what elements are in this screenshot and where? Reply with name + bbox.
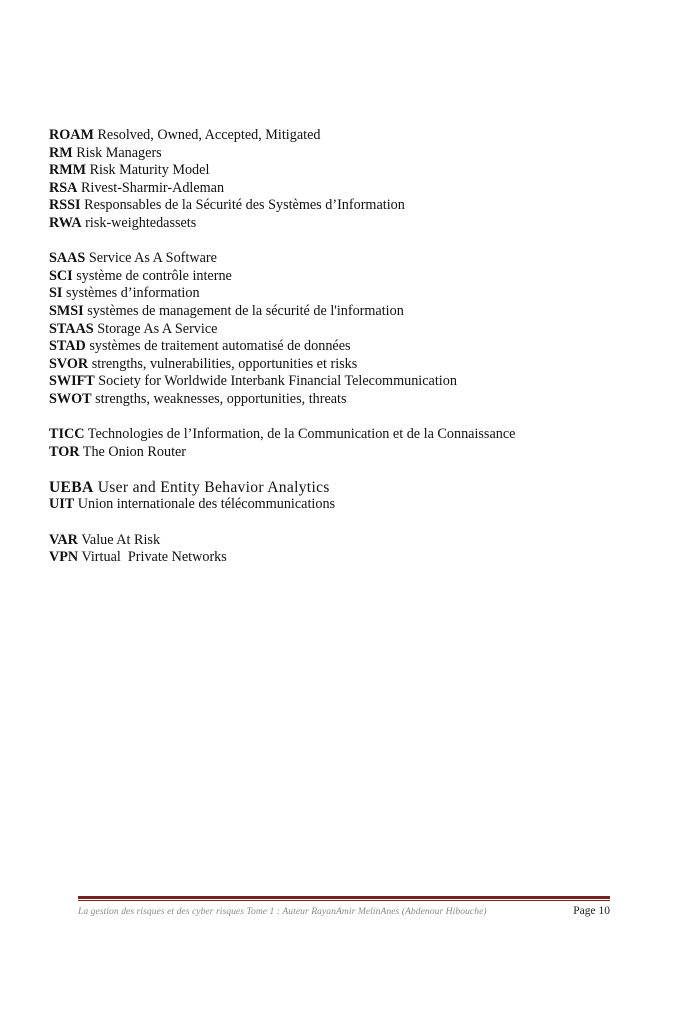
entry-definition: strengths, vulnerabilities, opportunities et risks xyxy=(91,355,358,372)
entry-definition: Society for Worldwide Interbank Financial Telecommunication xyxy=(98,373,457,390)
entry-definition: The Onion Router xyxy=(82,443,187,460)
glossary-entry xyxy=(49,444,669,462)
entry-abbreviation: RMM xyxy=(49,162,87,179)
glossary-entry xyxy=(49,285,669,303)
footer-book-title: La gestion des risques et des cyber risques Tome 1 : Auteur RayanAmir MelinAnes (Abdenour Hibouche) xyxy=(78,906,487,917)
footer-row xyxy=(78,905,610,917)
entry-definition: Risk Maturity Model xyxy=(89,162,210,179)
entry-abbreviation: RWA xyxy=(49,214,82,231)
entry-definition: système de contrôle interne xyxy=(76,267,232,284)
entry-definition: Value At Risk xyxy=(81,531,161,548)
glossary-entry xyxy=(49,496,669,514)
entry-definition: Responsables de la Sécurité des Systèmes d’Information xyxy=(84,197,405,214)
glossary-group-t xyxy=(49,426,669,461)
glossary-entry xyxy=(49,197,669,215)
entry-abbreviation: TOR xyxy=(49,443,80,460)
glossary-entry xyxy=(49,268,669,286)
glossary-entry xyxy=(49,162,669,180)
glossary-entry xyxy=(49,303,669,321)
glossary-entry xyxy=(49,338,669,356)
entry-definition: systèmes de management de la sécurité de l'information xyxy=(87,302,404,319)
entry-abbreviation: SMSI xyxy=(49,302,84,319)
glossary-group-r xyxy=(49,127,669,233)
entry-definition: Resolved, Owned, Accepted, Mitigated xyxy=(97,127,321,143)
glossary-group-u xyxy=(49,479,669,514)
glossary-entry xyxy=(49,145,669,163)
entry-definition: User and Entity Behavior Analytics xyxy=(97,478,330,496)
glossary-entry xyxy=(49,250,669,268)
entry-abbreviation: SWIFT xyxy=(49,373,95,390)
entry-abbreviation: SWOT xyxy=(49,390,92,407)
group-spacer xyxy=(49,409,669,427)
glossary-entry xyxy=(49,426,669,444)
entry-abbreviation: STAD xyxy=(49,338,86,355)
entry-definition: Service As A Software xyxy=(88,250,217,267)
entry-abbreviation: SI xyxy=(49,285,63,302)
page-number: Page 10 xyxy=(573,905,610,917)
glossary-group-v xyxy=(49,532,669,567)
entry-definition: systèmes de traitement automatisé de données xyxy=(89,338,351,355)
group-spacer xyxy=(49,233,669,251)
entry-abbreviation: VPN xyxy=(49,549,79,566)
glossary xyxy=(49,127,669,567)
glossary-entry xyxy=(49,549,669,567)
glossary-entry xyxy=(49,391,669,409)
entry-abbreviation: VAR xyxy=(49,531,78,548)
entry-definition: Storage As A Service xyxy=(97,320,218,337)
glossary-entry xyxy=(49,321,669,339)
entry-definition: risk-weightedassets xyxy=(85,214,197,231)
group-spacer xyxy=(49,514,669,532)
entry-abbreviation: RM xyxy=(49,144,73,161)
entry-definition: systèmes d’information xyxy=(65,285,200,302)
glossary-entry xyxy=(49,180,669,198)
glossary-group-s xyxy=(49,250,669,408)
entry-abbreviation: STAAS xyxy=(49,320,94,337)
entry-definition: Technologies de l’Information, de la Communication et de la Connaissance xyxy=(87,426,516,443)
entry-abbreviation: SCI xyxy=(49,267,73,284)
page-footer xyxy=(78,896,610,917)
glossary-entry xyxy=(49,532,669,550)
footer-rule-thin xyxy=(78,900,610,901)
glossary-entry xyxy=(49,373,669,391)
footer-rule-thick xyxy=(78,896,610,899)
glossary-entry xyxy=(49,356,669,374)
entry-definition: Rivest-Sharmir-Adleman xyxy=(80,179,225,196)
glossary-entry xyxy=(49,127,669,145)
entry-abbreviation: UIT xyxy=(49,496,75,513)
entry-abbreviation: RSA xyxy=(49,179,78,196)
entry-definition: Risk Managers xyxy=(76,144,162,161)
entry-abbreviation: SAAS xyxy=(49,250,86,267)
glossary-entry xyxy=(49,215,669,233)
entry-abbreviation: RSSI xyxy=(49,197,81,214)
entry-definition: Union internationale des télécommunications xyxy=(77,496,336,513)
entry-abbreviation: ROAM xyxy=(49,127,94,143)
glossary-entry xyxy=(49,479,669,497)
entry-abbreviation: UEBA xyxy=(49,478,94,496)
entry-definition: Virtual Private Networks xyxy=(81,549,227,566)
entry-abbreviation: TICC xyxy=(49,426,85,443)
group-spacer xyxy=(49,461,669,479)
entry-abbreviation: SVOR xyxy=(49,355,89,372)
entry-definition: strengths, weaknesses, opportunities, threats xyxy=(95,390,347,407)
